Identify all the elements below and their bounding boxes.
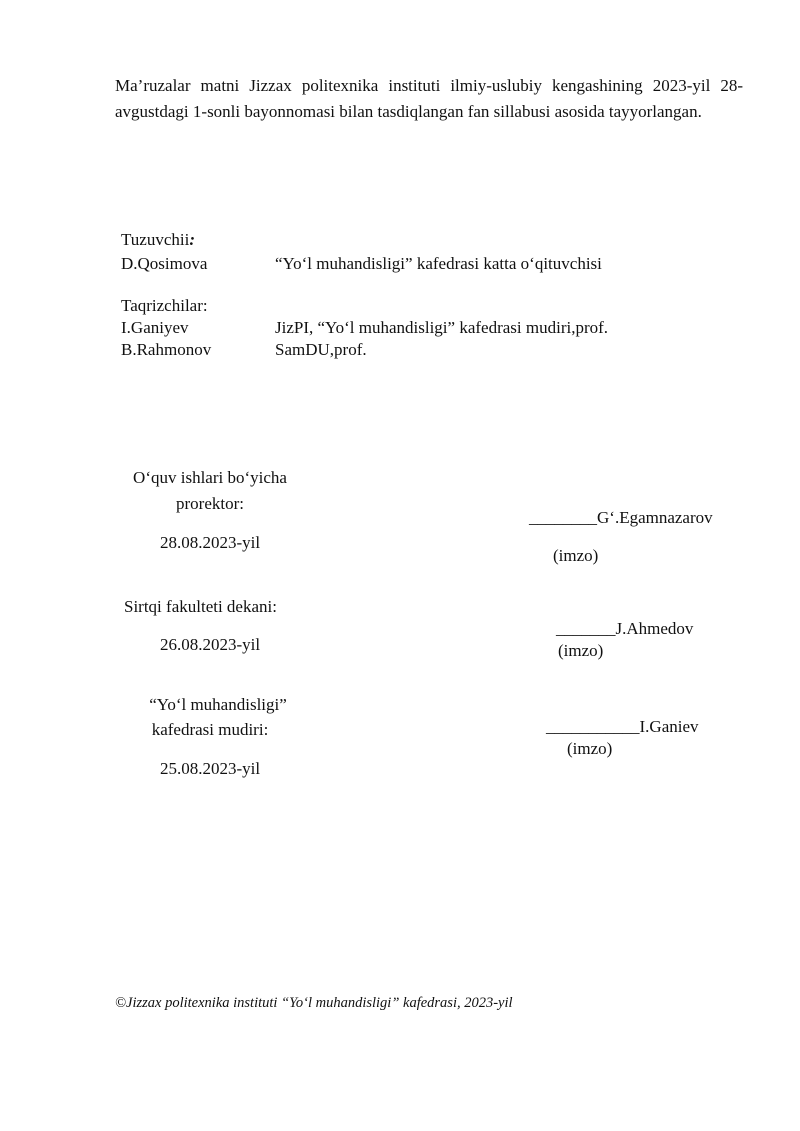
approval-1-signature: ________G‘.Egamnazarov [529,508,713,527]
author-heading-colon: : [189,230,195,249]
approval-1-date: 28.08.2023-yil [159,533,261,552]
approval-3-signature: ___________I.Ganiev [546,717,699,736]
approval-3-title-line-1: “Yo‘l muhandisligi” [149,695,287,714]
reviewer-role-1: JizPI, “Yo‘l muhandisligi” kafedrasi mudiri,prof. [275,318,609,337]
approval-2-date: 26.08.2023-yil [159,635,261,654]
approval-2-title-line-1: Sirtqi fakulteti dekani: [124,597,277,616]
approval-1-sign-label: (imzo) [553,546,599,565]
reviewer-name-2: B.Rahmonov [121,340,212,359]
approval-3-title-line-2: kafedrasi mudiri: [151,720,269,739]
approval-2-sign-label: (imzo) [558,641,604,660]
reviewer-name-1: I.Ganiyev [121,318,189,337]
author-heading [121,230,195,250]
author-heading-text: Tuzuvchii [121,230,190,249]
approval-1-title-line-2: prorektor: [176,494,244,513]
author-role: “Yo‘l muhandisligi” kafedrasi katta o‘qituvchisi [275,254,602,273]
reviewers-heading: Taqrizchilar: [121,296,208,315]
author-name: D.Qosimova [121,254,208,273]
approval-3-date: 25.08.2023-yil [159,759,261,778]
reviewer-role-2: SamDU,prof. [275,340,367,359]
approval-3-sign-label: (imzo) [567,739,613,758]
approval-1-title-line-1: O‘quv ishlari bo‘yicha [133,468,287,487]
approval-2-signature: _______J.Ahmedov [556,619,694,638]
intro-paragraph: Ma’ruzalar matni Jizzax politexnika instituti ilmiy-uslubiy kengashining 2023-yil 28-avgustdagi 1-sonli bayonnomasi bilan tasdiqlangan fan sillabusi asosida tayyorlangan. [115,76,743,121]
copyright-footer: ©Jizzax politexnika instituti “Yo‘l muhandisligi” kafedrasi, 2023-yil [115,995,513,1011]
